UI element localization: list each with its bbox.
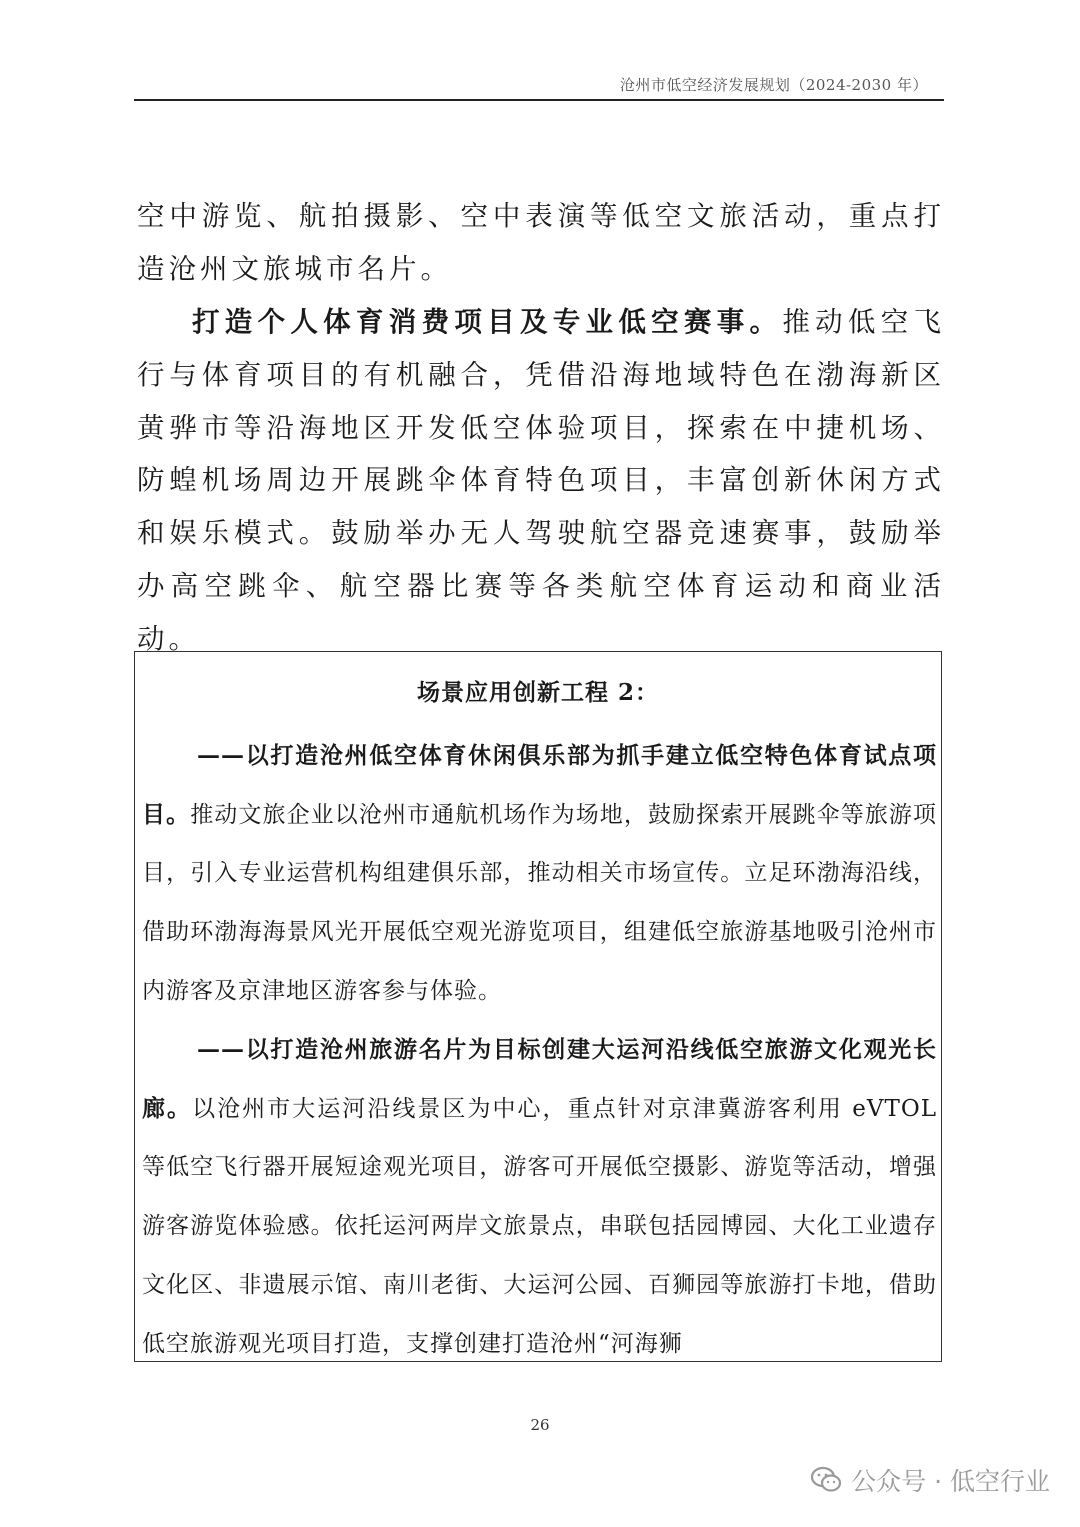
box-item-2 <box>142 1021 937 1362</box>
running-header: 沧州市低空经济发展规划（2024-2030 年） <box>619 76 928 94</box>
watermark <box>811 1462 1050 1498</box>
box-item-2-heading: ——以打造沧州旅游名片为目标创建大运河沿线低空旅游文化观光长廊。 <box>142 1036 937 1122</box>
box-title: 场景应用创新工程 2： <box>416 679 659 706</box>
box-item-1-text: 推动文旅企业以沧州市通航机场作为场地，鼓励探索开展跳伞等旅游项目，引入专业运营机构组建俱乐部，推动相关市场宣传。立足环渤海沿线，借助环渤海海景风光开展低空观光游览项目，组建低空旅游基地吸引沧州市内游客及京津地区游客参与体验。 <box>142 801 937 1004</box>
header-rule <box>134 99 944 101</box>
box-item-1-heading: ——以打造沧州低空体育休闲俱乐部为抓手建立低空特色体育试点项目。 <box>142 742 937 828</box>
paragraph-2 <box>137 296 945 666</box>
paragraph-2-text: 推动低空飞行与体育项目的有机融合，凭借沿海地域特色在渤海新区黄骅市等沿海地区开发低空体验项目，探索在中捷机场、防蝗机场周边开展跳伞体育特色项目，丰富创新休闲方式和娱乐模式。鼓励举办无人驾驶航空器竞速赛事，鼓励举办高空跳伞、航空器比赛等各类航空体育运动和商业活动。 <box>137 306 946 655</box>
page-number: 26 <box>530 1416 550 1434</box>
wechat-icon <box>811 1466 841 1494</box>
paragraph-2-heading: 打造个人体育消费项目及专业低空赛事。 <box>192 306 783 338</box>
box-item-2-text: 以沧州市大运河沿线景区为中心，重点针对京津冀游客利用 eVTOL 等低空飞行器开展短途观光项目，游客可开展低空摄影、游览等活动，增强游客游览体验感。依托运河两岸文旅景点，串联包括园博园、大化工业遗存文化区、非遗展示馆、南川老街、大运河公园、百狮园等旅游打卡地，借助低空旅游观光项目打造，支撑创建打造沧州“河海狮 <box>142 1095 937 1357</box>
paragraph-1: 空中游览、航拍摄影、空中表演等低空文旅活动，重点打造沧州文旅城市名片。 <box>137 200 945 285</box>
watermark-text: 公众号 · 低空行业 <box>851 1467 1050 1496</box>
box-item-1 <box>142 727 937 1021</box>
project-box <box>134 651 942 1362</box>
